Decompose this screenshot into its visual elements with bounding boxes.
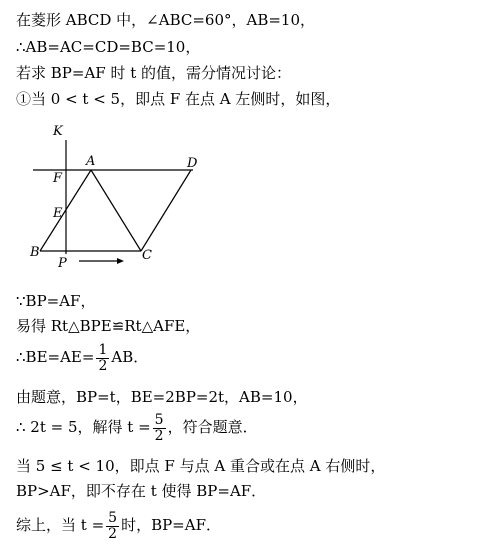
- line-7-post: AB．: [111, 348, 149, 366]
- line-1: 在菱形 ABCD 中，∠ABC=60°，AB=10，: [16, 11, 316, 29]
- fraction-five-halves-a: $\frac{5}{2}$: [154, 411, 164, 444]
- line-12-pre: 综上，当 t =: [16, 516, 105, 534]
- fraction-one-half: $\frac{1}{2}$: [98, 341, 108, 374]
- line-9-pre: ∴ 2t = 5，解得 t =: [16, 418, 151, 436]
- label-b: B: [30, 245, 40, 260]
- label-c: C: [142, 248, 152, 263]
- line-7-pre: ∴BE=AE=: [16, 348, 95, 366]
- line-8: 由题意，BP=t，BE=2BP=2t，AB=10，: [16, 388, 308, 406]
- line-11: BP>AF，即不存在 t 使得 BP=AF．: [16, 482, 267, 500]
- line-12: [16, 508, 221, 542]
- line-4: ①当 0 < t < 5，即点 F 在点 A 左侧时，如图，: [16, 90, 341, 108]
- line-2: ∴AB=AC=CD=BC=10，: [16, 38, 201, 56]
- line-9: [16, 410, 258, 444]
- label-p: P: [58, 256, 67, 271]
- line-10: 当 5 ≤ t < 10，即点 F 与点 A 重合或在点 A 右侧时，: [16, 457, 386, 475]
- label-d: D: [187, 156, 198, 171]
- label-e: E: [53, 206, 63, 221]
- motion-arrow-head: [117, 258, 124, 264]
- line-6: 易得 Rt△BPE≌Rt△AFE，: [16, 317, 201, 335]
- line-5: ∵BP=AF，: [16, 292, 96, 310]
- fraction-five-halves-b: $\frac{5}{2}$: [108, 509, 118, 542]
- label-a: A: [86, 154, 96, 169]
- segment-cd: [141, 170, 191, 251]
- geometry-figure: [25, 118, 215, 273]
- line-12-post: 时，BP=AF．: [121, 516, 221, 534]
- label-f: F: [53, 171, 63, 186]
- line-7: [16, 340, 148, 374]
- line-3: 若求 BP=AF 时 t 的值，需分情况讨论：: [16, 64, 292, 82]
- line-9-post: ，符合题意．: [167, 418, 258, 436]
- label-k: K: [53, 124, 63, 139]
- segment-ac: [91, 170, 141, 251]
